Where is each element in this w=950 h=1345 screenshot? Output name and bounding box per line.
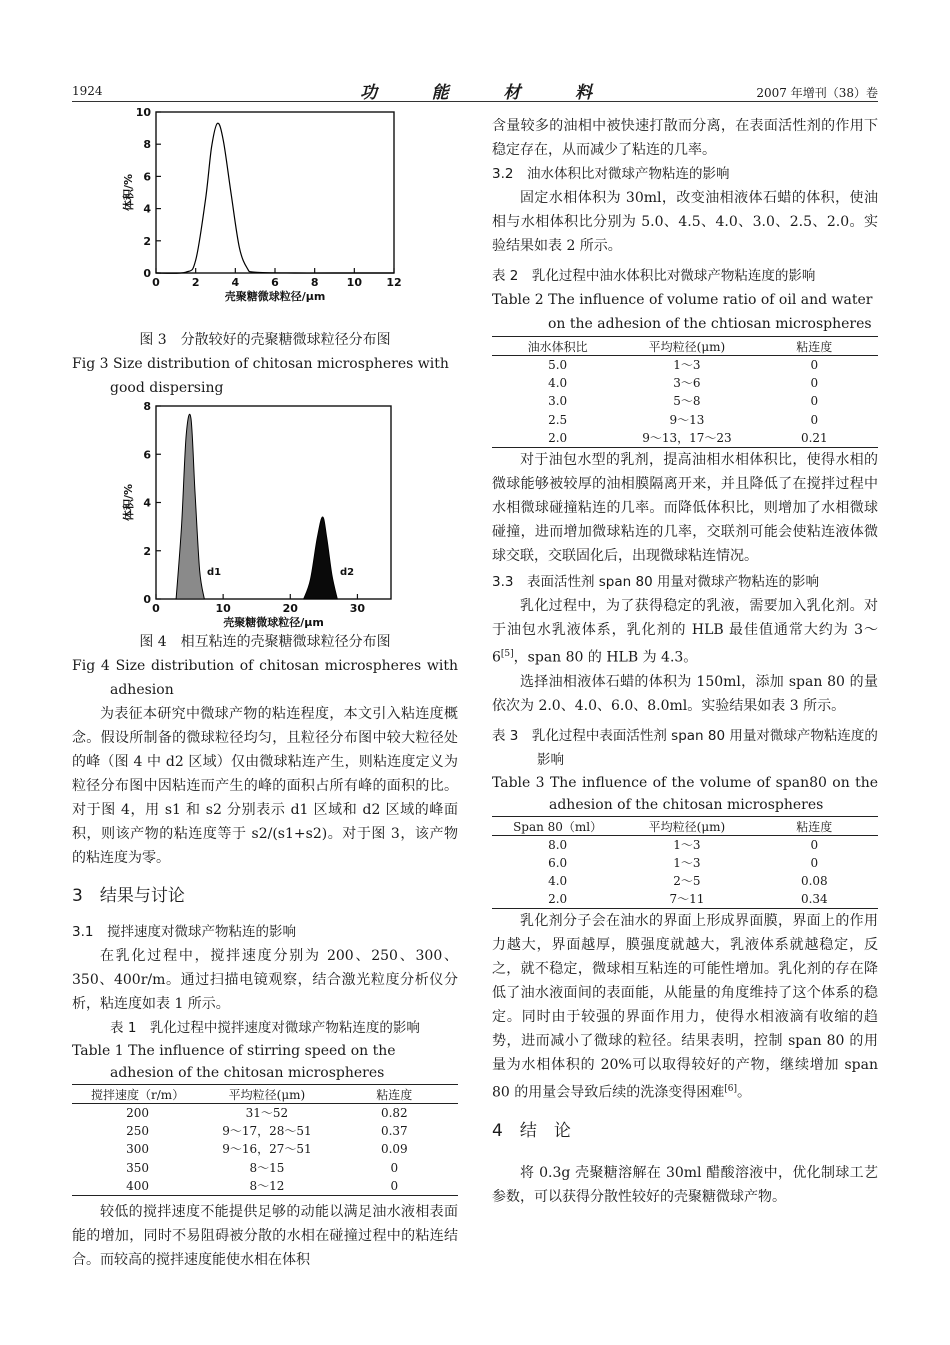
x-tick-label: 6 <box>271 276 279 289</box>
table-2-title-en: Table 2 The influence of volume ratio of oil and water on the adhesion of the chtiosan microspheres <box>492 292 873 332</box>
section-4-heading: 4 结 论 <box>492 1120 571 1141</box>
table-row <box>492 854 878 872</box>
x-tick-label: 10 <box>346 276 362 289</box>
journal-char: 功 <box>360 83 377 103</box>
figure-4-chart <box>72 400 458 630</box>
table-row <box>492 872 878 890</box>
table-cell: 2～5 <box>673 874 701 889</box>
peak-label-d2: d2 <box>339 566 355 578</box>
journal-char: 能 <box>431 83 449 103</box>
table-row <box>492 890 878 908</box>
table-1-col-adhesion: 粘连度 <box>331 1085 458 1104</box>
paragraph-text: 。 <box>737 1084 752 1101</box>
paragraph-span80-amounts: 选择油相液体石蜡的体积为 150ml，添加 span 80 的量依次为 2.0、4.0、6.0、8.0ml。实验结果如表 3 所示。 <box>492 673 878 714</box>
table-cell: 3～6 <box>673 376 701 391</box>
y-tick-label: 8 <box>143 138 151 152</box>
y-tick-label: 8 <box>143 400 151 413</box>
table-row <box>492 392 878 410</box>
table-cell: 9～13，17～23 <box>623 429 750 447</box>
paragraph-oil-water-ratio: 固定水相体积为 30ml，改变油相液体石蜡的体积，使油相与水相体积比分别为 5.0、4.5、4.0、3.0、2.5、2.0。实验结果如表 2 所示。 <box>492 190 878 254</box>
section-3-3-heading: 3.3 表面活性剂 span 80 用量对微球产物粘连的影响 <box>492 573 819 590</box>
paragraph-emulsifier-discussion <box>492 909 878 1105</box>
table-cell: 0.37 <box>380 1124 408 1139</box>
table-cell: 3.0 <box>548 394 568 409</box>
section-3-2-heading: 3.2 油水体积比对微球产物粘连的影响 <box>492 166 730 182</box>
table-cell: 9～13 <box>669 412 705 427</box>
table-cell: 4.0 <box>548 874 568 889</box>
table-row <box>492 356 878 374</box>
x-tick-label: 12 <box>386 276 402 289</box>
table-row <box>72 1104 458 1122</box>
section-3-heading: 3 结果与讨论 <box>72 886 185 906</box>
table-cell: 0 <box>810 357 819 372</box>
x-tick-label: 20 <box>282 602 298 615</box>
table-row <box>72 1159 458 1177</box>
issue-info: 2007 年增刊（38）卷 <box>756 86 878 100</box>
table-cell: 6.0 <box>548 855 568 870</box>
x-axis-label: 壳聚糖微球粒径/μm <box>223 616 324 629</box>
y-tick-label: 2 <box>143 544 151 558</box>
table-row <box>492 429 878 447</box>
y-tick-label: 4 <box>143 496 151 510</box>
figure-3 <box>72 104 458 326</box>
x-axis-label: 壳聚糖微球粒径/μm <box>224 290 326 303</box>
paragraph-continued: 含量较多的油相中被快速打散而分离，在表面活性剂的作用下稳定存在，从而减少了粘连的几率。 <box>492 118 878 158</box>
table-row <box>72 1177 458 1195</box>
figure-3-chart <box>72 104 458 326</box>
table-cell: 0 <box>810 837 819 852</box>
table-cell: 2.5 <box>548 412 568 427</box>
table-cell: 350 <box>126 1160 150 1175</box>
x-tick-label: 30 <box>349 602 366 615</box>
table-cell: 31～52 <box>245 1105 289 1120</box>
table-cell: 1～3 <box>673 837 701 852</box>
table-cell: 250 <box>126 1124 150 1139</box>
table-row <box>72 1140 458 1158</box>
peak-d2 <box>304 517 338 599</box>
table-3-col-adhesion: 粘连度 <box>751 816 878 835</box>
paragraph-text: ，span 80 的 HLB 为 4.3。 <box>513 649 698 666</box>
y-tick-label: 0 <box>143 267 151 280</box>
table-1 <box>72 1084 458 1196</box>
table-cell: 0.09 <box>380 1142 408 1157</box>
paragraph-adhesion-definition: 为表征本研究中微球产物的粘连程度，本文引入粘连度概念。假设所制备的微球粒径均匀，且粒径分布图中较大粒径处的峰（图 4 中 d2 区域）仅由微球粘连产生，则粘连度定义为粒径分布图中因粘连而产生的峰的面积占所有峰的面积的比。对于图 4，用 s1 和 s2 分别表示 d1 区域和 d2 区域的峰面积，则该产物的粘连度等于 s2/(s1+s2)。对于图 3，该产物的粘连度为零。 <box>72 706 458 866</box>
citation-5: [5] <box>500 648 514 659</box>
x-tick-label: 8 <box>310 276 319 289</box>
x-tick-label: 10 <box>215 602 231 615</box>
table-cell: 0 <box>810 394 819 409</box>
y-axis-label: 体积/% <box>122 483 135 522</box>
table-cell: 8～12 <box>203 1177 330 1195</box>
paragraph-text: 乳化剂分子会在油水的界面上形成界面膜，界面上的作用力越大，界面越厚，膜强度就越大，乳液体系就越稳定，反之，就不稳定，微球相互粘连的可能性增加。乳化剂的存在降低了油水液面间的表面能，从能量的角度维持了这个体系的稳定。同时由于较强的界面作用力，使得水相液滴有收缩的趋势，进而减小了微球的粒径。结果表明，控制 span 80 的用量为水相体积的 20%可以取得较好的产物，继续增加 span 80 的用量会导致后续的洗涤变得困难 <box>492 913 878 1101</box>
paragraph-ratio-discussion: 对于油包水型的乳剂，提高油相水相体积比，使得水相的微球能够被较厚的油相膜隔离开来，并且降低了在搅拌过程中水相微球碰撞粘连的几率。而降低体积比，则增加了水相微球碰撞，进而增加微球粘连的几率，交联剂可能会使粘连液体微球交联，交联固化后，出现微球粘连情况。 <box>492 451 878 564</box>
y-tick-label: 10 <box>135 106 151 119</box>
table-3-title-cn: 表 3 乳化过程中表面活性剂 span 80 用量对微球产物粘连度的影响 <box>492 727 878 768</box>
y-tick-label: 2 <box>143 234 151 248</box>
table-row <box>492 835 878 853</box>
table-cell: 0.82 <box>380 1105 408 1120</box>
table-row <box>492 374 878 392</box>
citation-6: [6] <box>724 1084 738 1095</box>
table-cell: 0 <box>390 1160 399 1175</box>
table-cell: 0 <box>810 412 819 427</box>
journal-char: 材 <box>503 83 521 103</box>
figure-3-caption-cn: 图 3 分散较好的壳聚糖微球粒径分布图 <box>139 332 391 348</box>
paragraph-emulsifier <box>492 594 878 670</box>
table-1-title-en: Table 1 The influence of stirring speed on the adhesion of the chitosan microspheres <box>72 1043 396 1081</box>
figure-4-caption-cn: 图 4 相互粘连的壳聚糖微球粒径分布图 <box>139 634 391 650</box>
table-row <box>492 411 878 429</box>
table-header-row <box>72 1085 458 1104</box>
page-number: 1924 <box>72 84 103 98</box>
peak-d1 <box>176 414 204 599</box>
header-rule <box>72 101 878 102</box>
paragraph-low-speed: 较低的搅拌速度不能提供足够的动能以满足油水液相表面能的增加，同时不易阻碍被分散的水相在碰撞过程中的粘连结合。而较高的搅拌速度能使水相在体积 <box>72 1203 458 1268</box>
table-header-row <box>492 816 878 835</box>
table-cell: 0.34 <box>751 890 878 908</box>
table-cell: 400 <box>72 1177 203 1195</box>
table-cell: 300 <box>126 1142 150 1157</box>
table-3 <box>492 816 878 910</box>
table-2-col-ratio: 油水体积比 <box>492 337 623 356</box>
table-3-title-en: Table 3 The influence of the volume of span80 on the adhesion of the chitosan microspheres <box>492 774 878 813</box>
right-column <box>492 114 878 1209</box>
table-3-col-size: 平均粒径(μm) <box>623 816 750 835</box>
paragraph-stirring-speed: 在乳化过程中，搅拌速度分别为 200、250、300、350、400r/m。通过扫描电镜观察，结合激光粒度分析仪分析，粘连度如表 1 所示。 <box>72 948 458 1012</box>
table-2-title-cn: 表 2 乳化过程中油水体积比对微球产物粘连度的影响 <box>492 268 816 284</box>
section-3-1-heading: 3.1 搅拌速度对微球产物粘连的影响 <box>72 924 296 940</box>
table-header-row <box>492 337 878 356</box>
y-tick-label: 0 <box>143 593 151 606</box>
y-tick-label: 6 <box>143 448 151 462</box>
plot-frame <box>156 112 394 273</box>
table-cell: 8～15 <box>249 1160 285 1175</box>
table-cell: 0 <box>810 376 819 391</box>
x-tick-label: 2 <box>191 276 200 289</box>
x-tick-label: 4 <box>231 276 240 289</box>
table-row <box>72 1122 458 1140</box>
journal-title <box>360 78 592 103</box>
table-cell: 0 <box>331 1177 458 1195</box>
left-column <box>72 104 458 1272</box>
table-cell: 0.08 <box>800 874 828 889</box>
table-cell: 7～11 <box>623 890 750 908</box>
table-cell: 9～17，28～51 <box>222 1124 312 1139</box>
table-cell: 0 <box>810 855 819 870</box>
table-cell: 2.0 <box>492 890 623 908</box>
table-1-title-cn: 表 1 乳化过程中搅拌速度对微球产物粘连度的影响 <box>110 1020 420 1036</box>
y-tick-label: 4 <box>143 202 151 216</box>
paragraph-text: 乳化过程中，为了获得稳定的乳液，需要加入乳化剂。对于油包水乳液体系，乳化剂的 HLB 最佳值通常大约为 3～6 <box>492 597 878 666</box>
table-cell: 4.0 <box>548 376 568 391</box>
table-2 <box>492 336 878 448</box>
x-tick-label: 0 <box>152 602 160 615</box>
table-cell: 0.21 <box>751 429 878 447</box>
table-cell: 1～3 <box>673 855 701 870</box>
series-line <box>156 123 394 273</box>
table-cell: 5.0 <box>548 357 568 372</box>
table-cell: 5～8 <box>673 394 701 409</box>
x-tick-label: 0 <box>152 276 160 289</box>
table-1-col-speed: 搅拌速度（r/m） <box>72 1085 203 1104</box>
figure-3-caption-en: Fig 3 Size distribution of chitosan microspheres with good dispersing <box>72 356 449 396</box>
y-tick-label: 6 <box>143 170 151 184</box>
table-cell: 9～16，27～51 <box>222 1142 312 1157</box>
y-axis-label: 体积/% <box>122 173 135 212</box>
peak-label-d1: d1 <box>207 566 222 578</box>
table-3-col-span80: Span 80（ml） <box>492 816 623 835</box>
paragraph-conclusion: 将 0.3g 壳聚糖溶解在 30ml 醋酸溶液中，优化制球工艺参数，可以获得分散性较好的壳聚糖微球产物。 <box>492 1164 878 1205</box>
table-1-col-size: 平均粒径(μm) <box>203 1085 330 1104</box>
table-cell: 8.0 <box>548 837 568 852</box>
table-2-col-adhesion: 粘连度 <box>751 337 878 356</box>
table-cell: 1～3 <box>673 357 701 372</box>
figure-4 <box>72 400 458 630</box>
figure-4-caption-en: Fig 4 Size distribution of chitosan microspheres with adhesion <box>72 658 458 698</box>
table-cell: 200 <box>126 1105 150 1120</box>
table-cell: 2.0 <box>492 429 623 447</box>
journal-char: 料 <box>574 83 592 103</box>
table-2-col-size: 平均粒径(μm) <box>623 337 750 356</box>
